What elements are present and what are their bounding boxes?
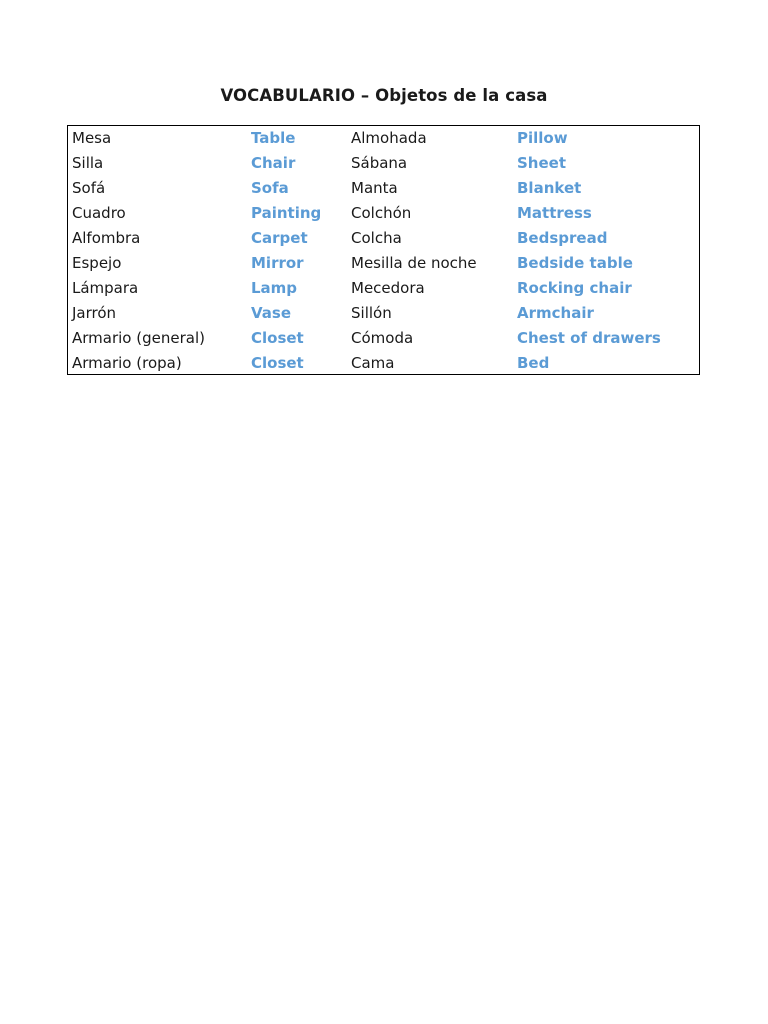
table-row (68, 126, 699, 151)
english-word: Closet (251, 354, 304, 372)
english-word: Rocking chair (517, 279, 632, 297)
table-row (68, 201, 699, 226)
english-word: Painting (251, 204, 322, 222)
english-word: Bedside table (517, 254, 633, 272)
english-word: Lamp (251, 279, 298, 297)
spanish-word: Sillón (351, 304, 392, 322)
table-row (68, 226, 699, 251)
spanish-word: Cómoda (351, 329, 414, 347)
english-word: Bedspread (517, 229, 608, 247)
spanish-word: Almohada (351, 129, 427, 147)
english-word: Sofa (251, 179, 289, 197)
english-word: Chair (251, 154, 296, 172)
table-row (68, 251, 699, 276)
spanish-word: Espejo (72, 254, 122, 272)
table-row (68, 176, 699, 201)
spanish-word: Sábana (351, 154, 408, 172)
spanish-word: Colchón (351, 204, 412, 222)
spanish-word: Cuadro (72, 204, 126, 222)
spanish-word: Armario (ropa) (72, 354, 182, 372)
table-row (68, 301, 699, 326)
english-word: Blanket (517, 179, 582, 197)
english-word: Sheet (517, 154, 566, 172)
english-word: Armchair (517, 304, 594, 322)
spanish-word: Armario (general) (72, 329, 205, 347)
spanish-word: Silla (72, 154, 104, 172)
spanish-word: Colcha (351, 229, 402, 247)
english-word: Pillow (517, 129, 568, 147)
spanish-word: Mesa (72, 129, 112, 147)
spanish-word: Jarrón (72, 304, 117, 322)
english-word: Mattress (517, 204, 592, 222)
spanish-word: Manta (351, 179, 398, 197)
spanish-word: Alfombra (72, 229, 141, 247)
spanish-word: Mecedora (351, 279, 425, 297)
english-word: Mirror (251, 254, 304, 272)
english-word: Vase (251, 304, 292, 322)
english-word: Carpet (251, 229, 308, 247)
table-row (68, 351, 699, 376)
page-title: VOCABULARIO – Objetos de la casa (220, 86, 548, 105)
vocabulary-table (67, 125, 700, 375)
english-word: Chest of drawers (517, 329, 661, 347)
english-word: Closet (251, 329, 304, 347)
table-row (68, 276, 699, 301)
english-word: Bed (517, 354, 550, 372)
spanish-word: Mesilla de noche (351, 254, 477, 272)
spanish-word: Lámpara (72, 279, 139, 297)
english-word: Table (251, 129, 296, 147)
table-row (68, 326, 699, 351)
table-row (68, 151, 699, 176)
spanish-word: Cama (351, 354, 395, 372)
spanish-word: Sofá (72, 179, 106, 197)
